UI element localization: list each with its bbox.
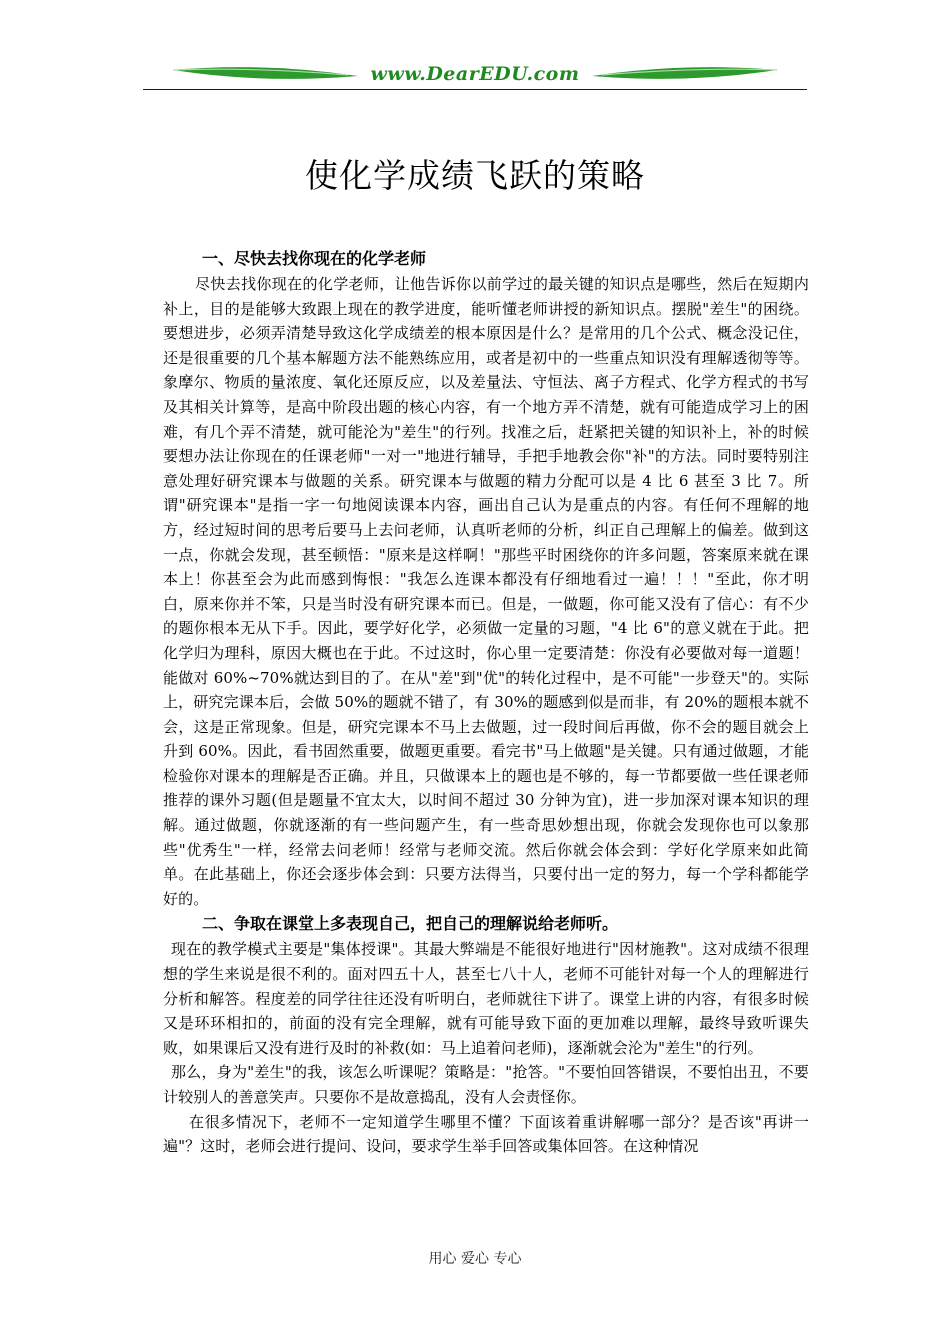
page-footer: 用心 爱心 专心	[428, 1251, 522, 1267]
paragraph: 那么，身为"差生"的我，该怎么听课呢？策略是："抢答。"不要怕回答错误，不要怕出丑，不要计较别人的善意笑声。只要你不是故意捣乱，没有人会责怪你。	[163, 1063, 809, 1106]
paragraph: 尽快去找你现在的化学老师，让他告诉你以前学过的最关键的知识点是哪些，然后在短期内补上，目的是能够大致跟上现在的教学进度，能听懂老师讲授的新知识点。摆脱"差生"的困绕。 要想进步，必须弄清楚导致这化学成绩差的根本原因是什么？是常用的几个公式、概念没记住，还是很重要的几个基本解题方法不能熟练应用，或者是初中的一些重点知识没有理解透彻等等。象摩尔、物质的量浓度、氧化还原反应，以及差量法、守恒法、离子方程式、化学方程式的书写及其相关计算等，是高中阶段出题的核心内容，有一个地方弄不清楚，就有可能造成学习上的困难，有几个弄不清楚，就可能沦为"差生"的行列。找准之后，赶紧把关键的知识补上，补的时候要想办法让你现在的任课老师"一对一"地进行辅导，手把手地教会你"补"的方法。同时要特别注意处理好研究课本与做题的关系。研究课本与做题的精力分配可以是 4 比 6 甚至 3 比 7。所谓"研究课本"是指一字一句地阅读课本内容，画出自己认为是重点的内容。有任何不理解的地方，经过短时间的思考后要马上去问老师，认真听老师的分析，纠正自己理解上的偏差。做到这一点，你就会发现，甚至顿悟："原来是这样啊！"那些平时困绕你的许多问题，答案原来就在课本上！你甚至会为此而感到悔恨："我怎么连课本都没有仔细地看过一遍！！！"至此，你才明白，原来你并不笨，只是当时没有研究课本而已。但是，一做题，你可能又没有了信心：有不少的题你根本无从下手。因此，要学好化学，必须做一定量的习题，"4 比 6"的意义就在于此。把化学归为理科，原因大概也在于此。不过这时，你心里一定要清楚：你没有必要做对每一道题！能做对 60%~70%就达到目的了。在从"差"到"优"的转化过程中，是不可能"一步登天"的。实际上，研究完课本后，会做 50%的题就不错了，有 30%的题感到似是而非，有 20%的题根本就不会，这是正常现象。但是，研究完课本不马上去做题，过一段时间后再做，你不会的题目就会上升到 60%。因此，看书固然重要，做题更重要。看完书"马上做题"是关键。只有通过做题，才能检验你对课本的理解是否正确。并且，只做课本上的题也是不够的，每一节都要做一些任课老师推荐的课外习题(但是题量不宜太大，以时间不超过 30 分钟为宜)，进一步加深对课本知识的理解。通过做题，你就逐渐的有一些问题产生，有一些奇思妙想出现，你就会发现你也可以象那些"优秀生"一样，经常去问老师！经常与老师交流。然后你就会体会到：学好化学原来如此简单。在此基础上，你还会逐步体会到：只要方法得当，只要付出一定的努力，每一个学科都能学好的。	[163, 275, 809, 908]
page-title: 使化学成绩飞跃的策略	[305, 156, 645, 196]
site-header-banner	[143, 58, 807, 92]
document-body	[163, 246, 809, 1159]
header-divider	[143, 89, 807, 90]
paragraph: 在很多情况下，老师不一定知道学生哪里不懂？下面该着重讲解哪一部分？是否该"再讲一遍"？这时，老师会进行提问、设问，要求学生举手回答或集体回答。在这种情况	[163, 1112, 809, 1156]
section-heading-2: 二、争取在课堂上多表现自己，把自己的理解说给老师听。	[202, 914, 619, 934]
section-heading-1: 一、尽快去找你现在的化学老师	[202, 249, 427, 268]
paragraph: 现在的教学模式主要是"集体授课"。其最大弊端是不能很好地进行"因材施教"。这对成绩不很理想的学生来说是很不利的。面对四五十人，甚至七八十人，老师不可能针对每一个人的理解进行分析和解答。程度差的同学往往还没有听明白，老师就往下讲了。课堂上讲的内容，有很多时候又是环环相扣的，前面的没有完全理解，就有可能导致下面的更加难以理解，最终导致听课失败，如果课后又没有进行及时的补救(如：马上追着问老师)，逐渐就会沦为"差生"的行列。	[163, 940, 809, 1057]
site-url: www.DearEDU.com	[370, 63, 580, 85]
